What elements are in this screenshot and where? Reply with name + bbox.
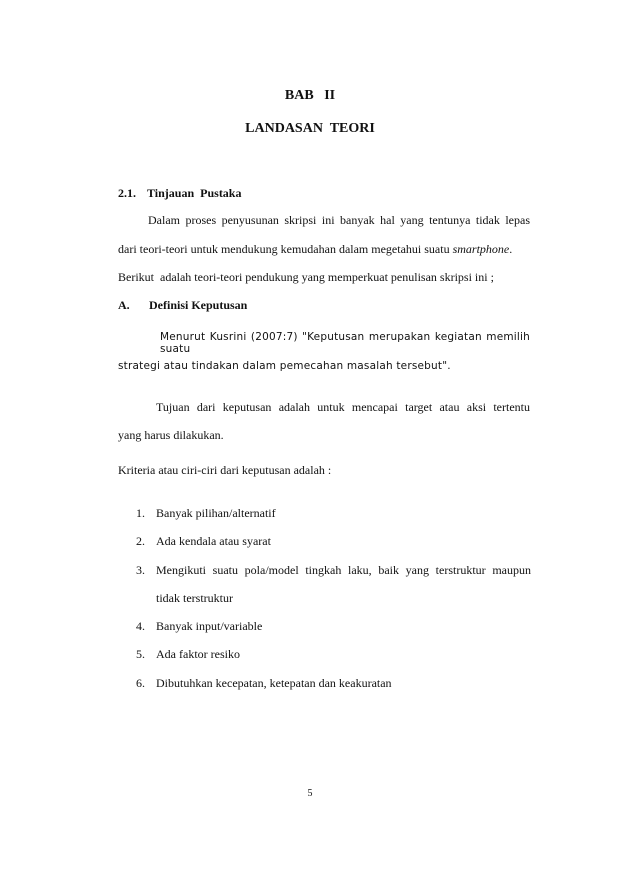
intro-line-3: Berikut adalah teori-teori pendukung yang memperkuat penulisan skripsi ini ;: [118, 270, 494, 284]
criteria-intro: Kriteria atau ciri-ciri dari keputusan adalah :: [118, 463, 332, 477]
purpose-line-2: yang harus dilakukan.: [118, 428, 224, 442]
list-item-text-continued: tidak terstruktur: [156, 591, 233, 605]
list-item-number: 5.: [136, 647, 145, 661]
intro-line-2-italic: smartphone: [452, 242, 510, 256]
list-item-number: 4.: [136, 619, 145, 633]
list-item: [0, 619, 620, 637]
section-title: Tinjauan Pustaka: [147, 186, 242, 200]
subsection-title: Definisi Keputusan: [149, 298, 248, 312]
purpose-line-1: Tujuan dari keputusan adalah untuk mencapai target atau aksi tertentu: [156, 400, 530, 414]
list-item-number: 3.: [136, 563, 145, 577]
list-item-number: 2.: [136, 534, 145, 548]
list-item-number: 1.: [136, 506, 145, 520]
intro-line-2-end: .: [509, 242, 513, 256]
list-item-text: Mengikuti suatu pola/model tingkah laku, baik yang terstruktur maupun: [156, 563, 531, 577]
list-item-text: Ada kendala atau syarat: [156, 534, 271, 548]
quote-line-2: strategi atau tindakan dalam pemecahan masalah tersebut".: [118, 360, 451, 372]
chapter-heading: BAB II: [284, 88, 336, 103]
list-item-text: Dibutuhkan kecepatan, ketepatan dan keakuratan: [156, 676, 392, 690]
list-item: [0, 506, 620, 524]
list-item-text: Banyak pilihan/alternatif: [156, 506, 276, 520]
list-item: [0, 534, 620, 552]
list-item: [0, 563, 620, 609]
list-item-text: Banyak input/variable: [156, 619, 263, 633]
list-item-text: Ada faktor resiko: [156, 647, 240, 661]
intro-line-1: Dalam proses penyusunan skripsi ini banyak hal yang tentunya tidak lepas: [148, 213, 530, 227]
intro-line-2: [118, 242, 530, 257]
list-item: [0, 647, 620, 665]
subsection-letter: A.: [118, 298, 130, 312]
intro-line-2-text: dari teori-teori untuk mendukung kemudahan dalam megetahui suatu: [118, 242, 453, 256]
page-number: 5: [307, 788, 313, 799]
section-number: 2.1.: [118, 186, 136, 200]
quote-line-1: Menurut Kusrini (2007:7) "Keputusan merupakan kegiatan memilih suatu: [160, 331, 530, 355]
list-item: [0, 676, 620, 694]
chapter-title: LANDASAN TEORI: [245, 121, 375, 136]
list-item-number: 6.: [136, 676, 145, 690]
